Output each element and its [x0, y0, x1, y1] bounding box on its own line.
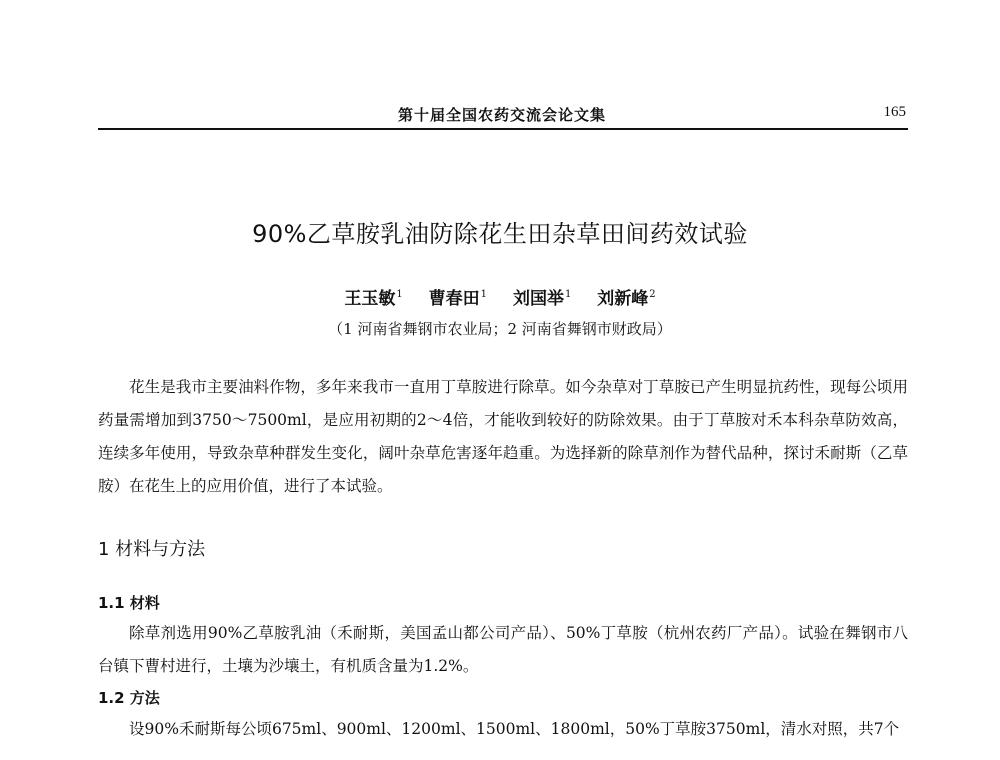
author-affiliation-mark: 2	[649, 289, 656, 301]
author	[597, 284, 655, 309]
affiliation: （1 河南省舞钢市农业局；2 河南省舞钢市财政局）	[328, 320, 672, 338]
header-rule	[98, 128, 908, 130]
author-affiliation-mark: 1	[396, 289, 403, 301]
author-name: 刘国举	[512, 289, 564, 309]
subsection-heading-methods: 1.2 方法	[98, 689, 160, 707]
author-affiliation-mark: 1	[564, 289, 572, 301]
author	[429, 284, 487, 309]
author-affiliation-mark: 1	[480, 289, 488, 301]
author-list	[0, 284, 1000, 309]
author-name: 王玉敏	[344, 289, 396, 309]
page-number: 165	[883, 104, 906, 120]
author-name: 刘新峰	[597, 289, 649, 309]
author-name: 曹春田	[428, 289, 480, 309]
author	[513, 284, 571, 309]
intro-paragraph: 花生是我市主要油料作物，多年来我市一直用丁草胺进行除草。如今杂草对丁草胺已产生明显抗药性，现每公顷用药量需增加到3750～7500ml，是应用初期的2～4倍，才能收到较好的防除效果。由于丁草胺对禾本科杂草防效高，连续多年使用，导致杂草种群发生变化，阔叶杂草危害逐年趋重。为选择新的除草剂作为替代品种，探讨禾耐斯（乙草胺）在花生上的应用价值，进行了本试验。	[98, 378, 908, 495]
methods-paragraph: 设90%禾耐斯每公顷675ml、900ml、1200ml、1500ml、1800ml，50%丁草胺3750ml，清水对照，共7个	[129, 720, 900, 738]
section-heading: 1 材料与方法	[98, 539, 206, 560]
journal-title: 第十届全国农药交流会论文集	[397, 106, 606, 124]
subsection-heading-materials: 1.1 材料	[98, 594, 160, 612]
running-header	[98, 104, 906, 130]
author	[344, 284, 402, 309]
paper-title: 90%乙草胺乳油防除花生田杂草田间药效试验	[252, 220, 748, 248]
materials-paragraph: 除草剂选用90%乙草胺乳油（禾耐斯，美国孟山都公司产品）、50%丁草胺（杭州农药厂产品）。试验在舞钢市八台镇下曹村进行，土壤为沙壤土，有机质含量为1.2%。	[98, 624, 908, 675]
